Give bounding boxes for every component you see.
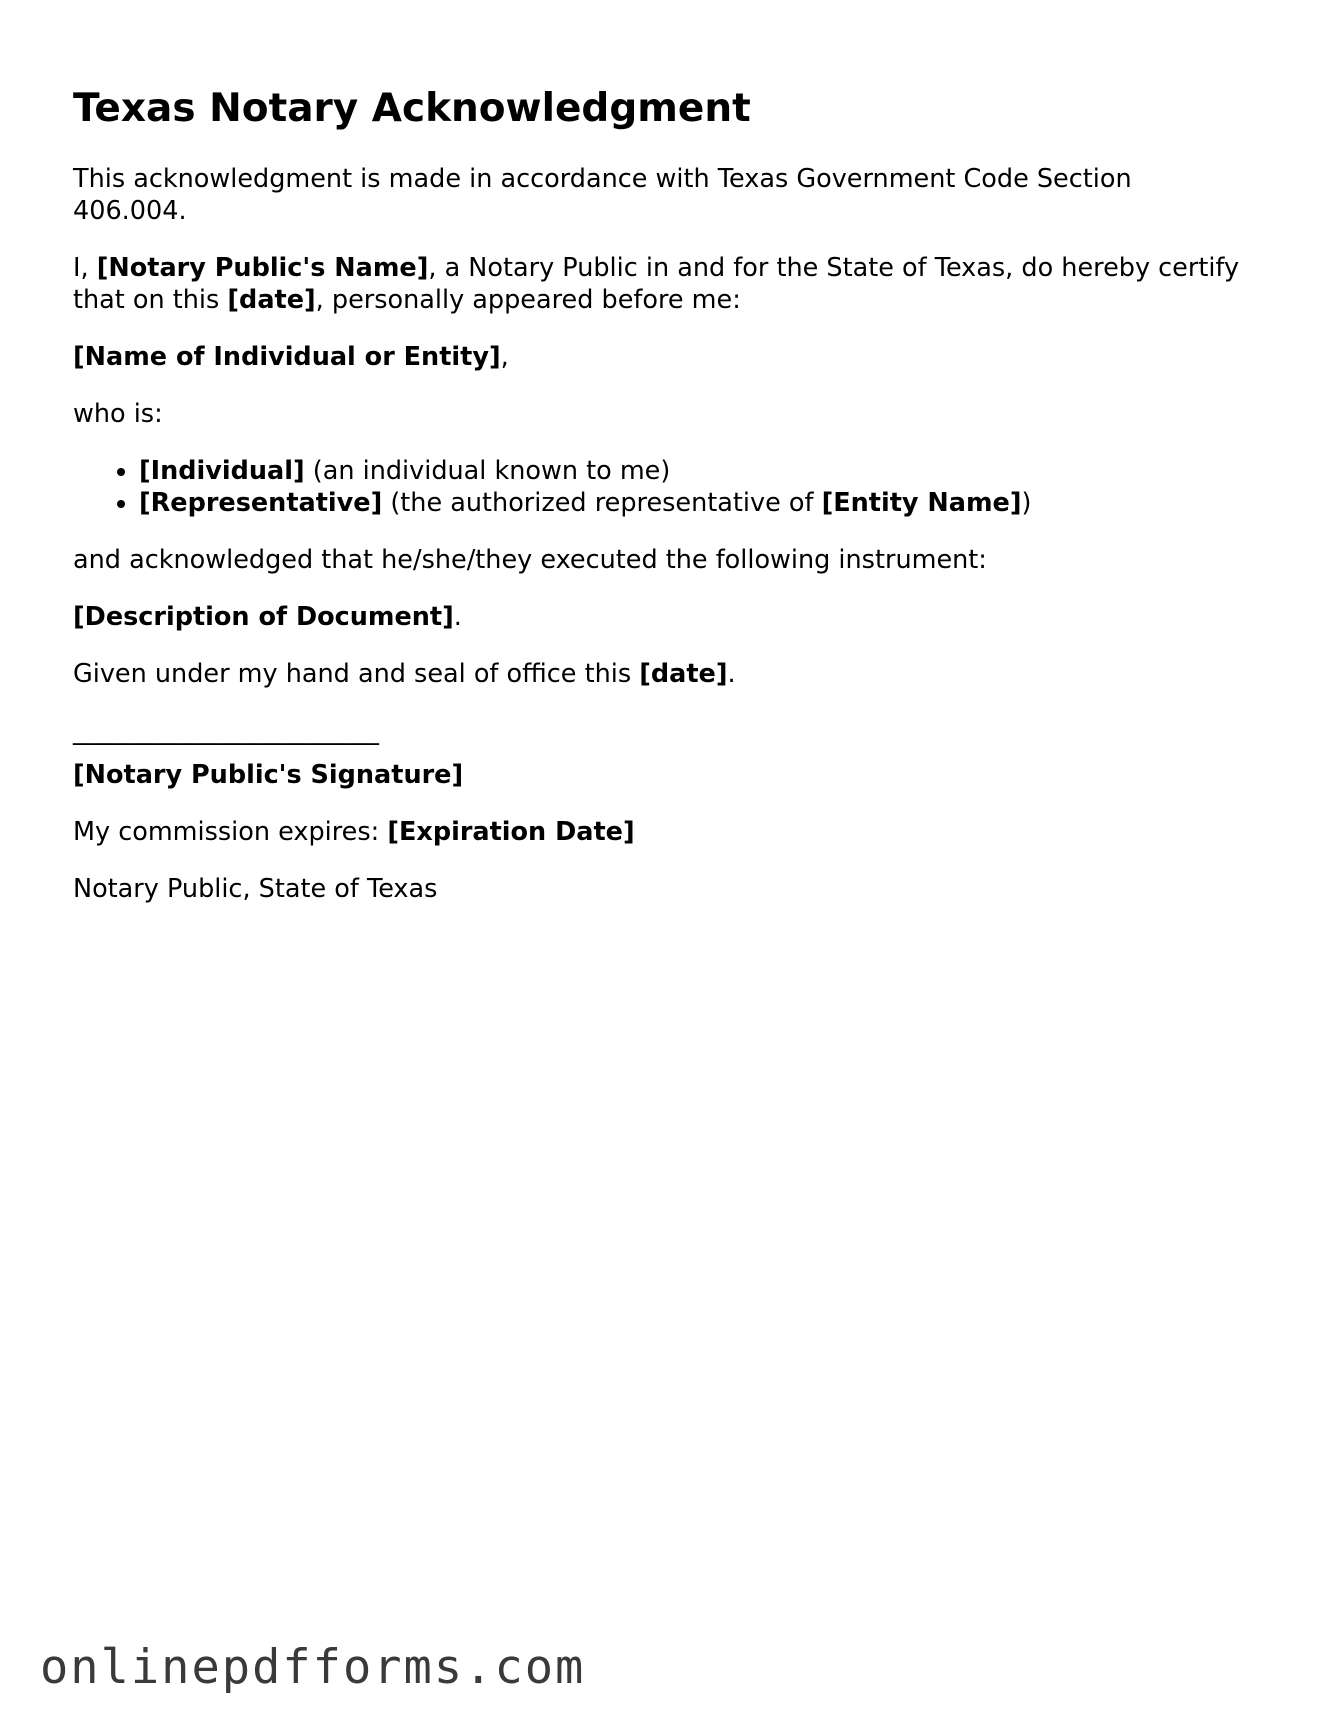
acknowledged-paragraph: and acknowledged that he/she/they executed the following instrument:: [73, 544, 987, 575]
list-item-individual: [139, 455, 1253, 487]
capacity-options-list: [73, 455, 1253, 519]
given-paragraph: [73, 658, 1253, 690]
intro-paragraph: This acknowledgment is made in accordance with Texas Government Code Section 406.004.: [73, 163, 1132, 226]
certify-pre: I,: [73, 252, 97, 283]
appearer-paragraph: [73, 341, 1253, 373]
individual-placeholder: [Individual]: [139, 455, 305, 486]
certify-date-placeholder: [date]: [227, 284, 316, 315]
document-description-suffix: .: [453, 601, 462, 632]
representative-text-pre: (the authorized representative of: [382, 487, 822, 518]
individual-description: (an individual known to me): [304, 455, 671, 486]
appearer-name-placeholder: [Name of Individual or Entity]: [73, 341, 501, 372]
certify-mid: , a Notary Public in and for the State of Texas, do hereby certify that on this: [73, 252, 1240, 315]
closing-line: Notary Public, State of Texas: [73, 873, 438, 904]
appearer-suffix: ,: [500, 341, 509, 372]
certify-paragraph: [73, 252, 1253, 316]
expiration-date-placeholder: [Expiration Date]: [387, 816, 635, 847]
site-watermark: onlinepdfforms.com: [40, 1640, 586, 1695]
list-item-representative: [139, 487, 1253, 519]
document-body: [73, 86, 1253, 930]
commission-paragraph: [73, 816, 1253, 848]
certify-post: , personally appeared before me:: [315, 284, 741, 315]
given-pre: Given under my hand and seal of office this: [73, 658, 640, 689]
signature-label-paragraph: [73, 759, 1253, 791]
document-description-placeholder: [Description of Document]: [73, 601, 454, 632]
given-post: .: [727, 658, 736, 689]
document-description-paragraph: [73, 601, 1253, 633]
commission-pre: My commission expires:: [73, 816, 388, 847]
who-is-label: who is:: [73, 398, 163, 429]
signature-line: ________________________: [73, 715, 379, 746]
document-title: Texas Notary Acknowledgment: [73, 86, 751, 131]
signature-label: [Notary Public's Signature]: [73, 759, 464, 790]
representative-text-post: ): [1021, 487, 1032, 518]
notary-name-placeholder: [Notary Public's Name]: [96, 252, 429, 283]
given-date-placeholder: [date]: [639, 658, 728, 689]
entity-name-placeholder: [Entity Name]: [821, 487, 1022, 518]
representative-placeholder: [Representative]: [139, 487, 383, 518]
